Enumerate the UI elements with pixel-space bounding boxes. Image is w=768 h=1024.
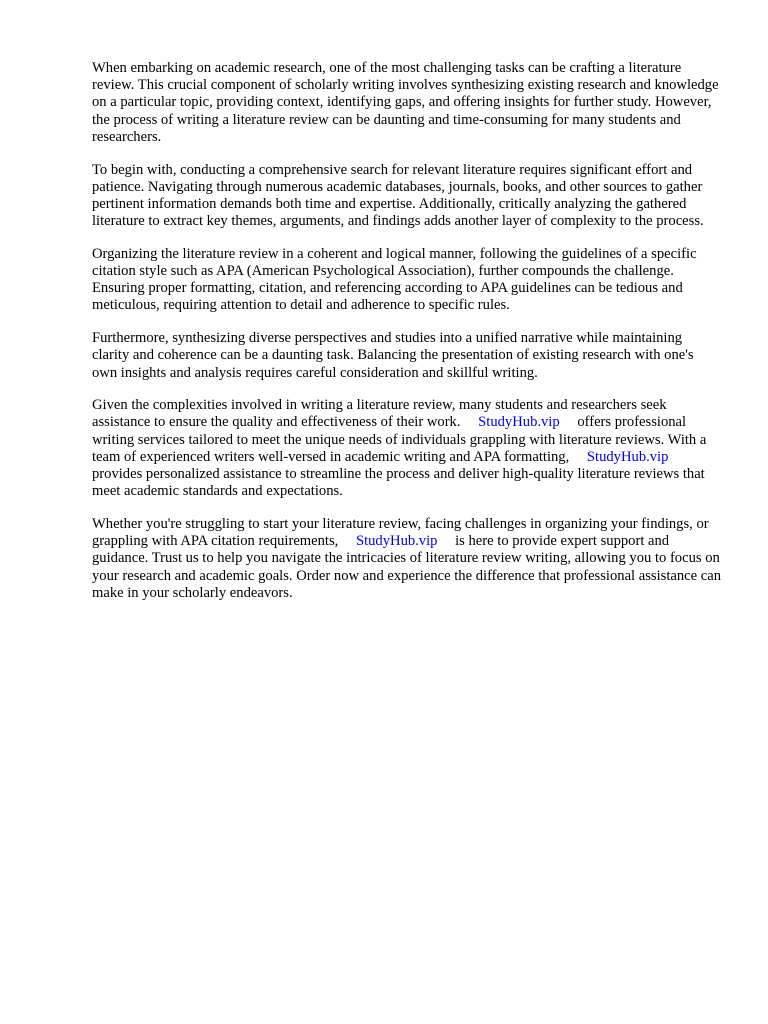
studyhub-link[interactable]: StudyHub.vip xyxy=(355,533,438,550)
paragraph-assistance xyxy=(92,397,722,500)
paragraph-intro: When embarking on academic research, one of the most challenging tasks can be crafting a literature review. This crucial component of scholarly writing involves synthesizing existing research and knowledge on a particular topic, providing context, identifying gaps, and offering insights for further study. However, the process of writing a literature review can be daunting and time-consuming for many students and researchers. xyxy=(92,60,719,145)
paragraph-text: is here to provide expert support and guidance. Trust us to help you navigate the intricacies of literature review writing, allowing you to focus on your research and academic goals. Order now and experience the difference that professional assistance can make in your scholarly endeavors. xyxy=(92,533,721,601)
paragraph-text: Given the complexities involved in writing a literature review, many students and researchers seek assistance to ensure the quality and effectiveness of their work. xyxy=(92,397,667,431)
paragraph-conclusion xyxy=(92,516,722,602)
paragraph-text: offers professional writing services tailored to meet the unique needs of individuals grappling with literature reviews. With a team of experienced writers well-versed in academic writing and APA formatting, xyxy=(92,414,707,465)
studyhub-link[interactable]: StudyHub.vip xyxy=(478,414,560,431)
document-body xyxy=(92,60,722,617)
paragraph-organizing: Organizing the literature review in a coherent and logical manner, following the guidelines of a specific citation style such as APA (American Psychological Association), further compounds the challenge. Ensuring proper formatting, citation, and referencing according to APA guidelines can be tedious and meticulous, requiring attention to detail and adherence to specific rules. xyxy=(92,245,697,314)
paragraph-text: provides personalized assistance to streamline the process and deliver high-quality literature reviews that meet academic standards and expectations. xyxy=(92,466,705,500)
studyhub-link[interactable]: StudyHub.vip xyxy=(586,448,669,465)
paragraph-synthesizing: Furthermore, synthesizing diverse perspectives and studies into a unified narrative while maintaining clarity and coherence can be a daunting task. Balancing the presentation of existing research with one's own insights and analysis requires careful consideration and skillful writing. xyxy=(92,330,694,381)
paragraph-search: To begin with, conducting a comprehensive search for relevant literature requires significant effort and patience. Navigating through numerous academic databases, journals, books, and other sources to gather pertinent information demands both time and expertise. Additionally, critically analyzing the gathered literature to extract key themes, arguments, and findings adds another layer of complexity to the process. xyxy=(92,161,704,230)
paragraph-text: Whether you're struggling to start your literature review, facing challenges in organizing your findings, or grappling with APA citation requirements, xyxy=(92,515,709,550)
